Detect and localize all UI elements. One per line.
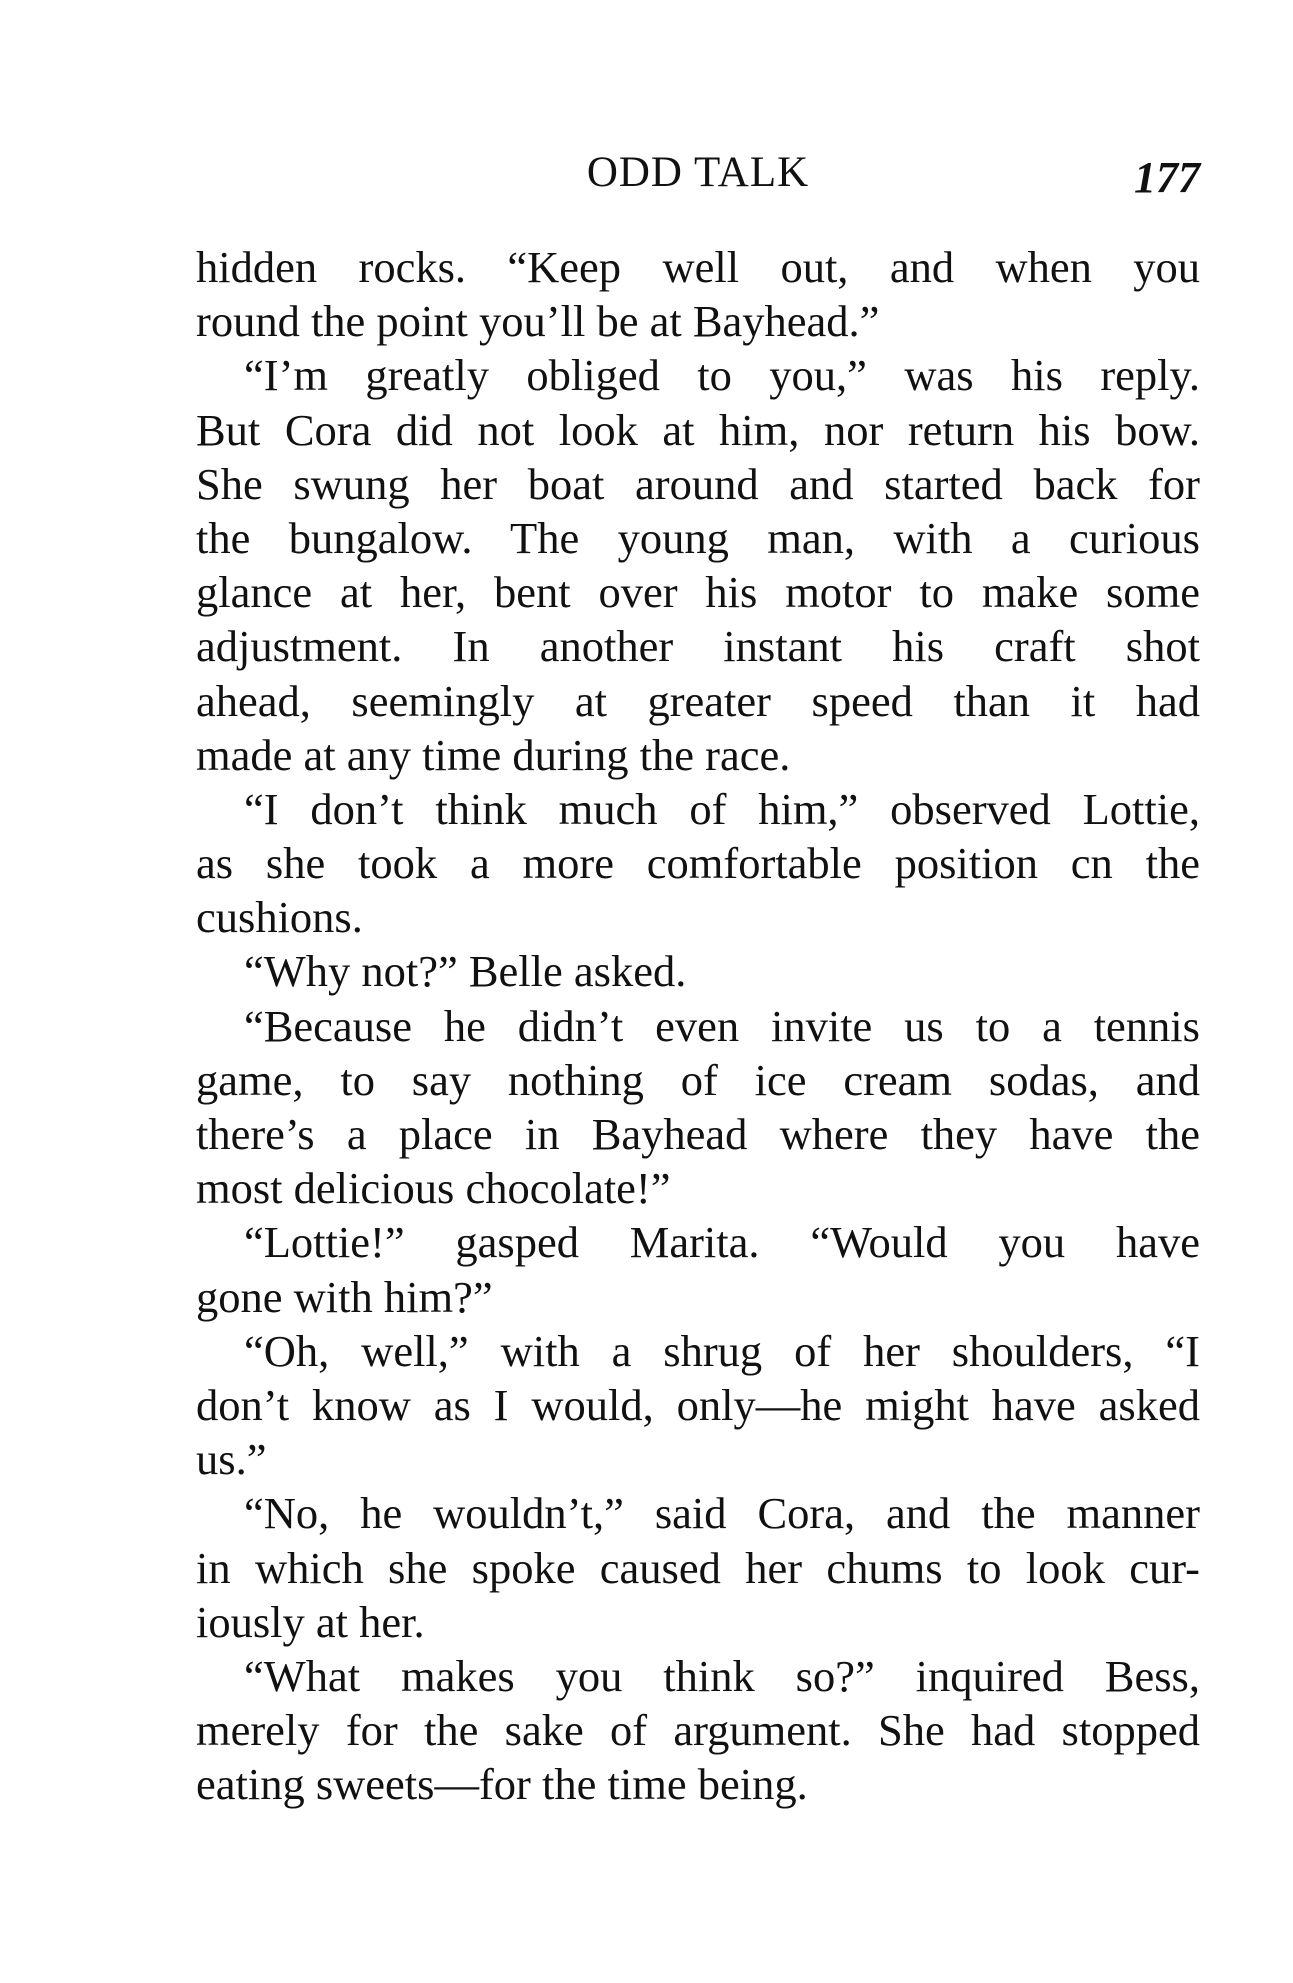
text-line: “Lottie!” gasped Marita. “Would you have [244, 1217, 1200, 1268]
text-line: glance at her, bent over his motor to make some [196, 567, 1200, 618]
text-line: iously at her. [196, 1596, 425, 1647]
page-header [196, 148, 1200, 208]
body-text [196, 240, 1200, 1811]
text-line: gone with him?” [196, 1271, 493, 1322]
text-line: “What makes you think so?” inquired Bess, [244, 1650, 1200, 1701]
text-line: most delicious chocolate!” [196, 1163, 671, 1214]
running-head: ODD TALK [586, 149, 810, 196]
text-line: as she took a more comfortable position cn the [196, 838, 1200, 889]
text-line: “Because he didn’t even invite us to a tennis [244, 1000, 1200, 1051]
text-line: game, to say nothing of ice cream sodas, and [196, 1054, 1200, 1105]
text-line: made at any time during the race. [196, 729, 791, 780]
text-line: round the point you’ll be at Bayhead.” [196, 296, 880, 347]
text-line: us.” [196, 1434, 267, 1485]
text-line: “I’m greatly obliged to you,” was his reply. [244, 350, 1200, 401]
text-line: eating sweets—for the time being. [196, 1759, 808, 1810]
text-line: ahead, seemingly at greater speed than it had [196, 675, 1200, 726]
page-number: 177 [1134, 153, 1200, 202]
text-line: She swung her boat around and started back for [196, 458, 1200, 509]
text-line: “Why not?” Belle asked. [244, 946, 687, 997]
text-line: hidden rocks. “Keep well out, and when you [196, 242, 1200, 292]
text-line: in which she spoke caused her chums to look cur- [196, 1542, 1200, 1593]
text-line: “No, he wouldn’t,” said Cora, and the manner [244, 1488, 1200, 1539]
text-line: “I don’t think much of him,” observed Lottie, [244, 783, 1200, 834]
text-line: But Cora did not look at him, nor return his bow. [196, 404, 1200, 455]
text-line: don’t know as I would, only—he might have asked [196, 1379, 1200, 1430]
text-line: adjustment. In another instant his craft shot [196, 621, 1200, 672]
text-line: the bungalow. The young man, with a curious [196, 512, 1200, 563]
text-line: cushions. [196, 892, 363, 943]
text-line: “Oh, well,” with a shrug of her shoulders, “I [244, 1325, 1200, 1376]
text-line: merely for the sake of argument. She had stopped [196, 1705, 1200, 1756]
text-line: there’s a place in Bayhead where they have the [196, 1109, 1200, 1159]
